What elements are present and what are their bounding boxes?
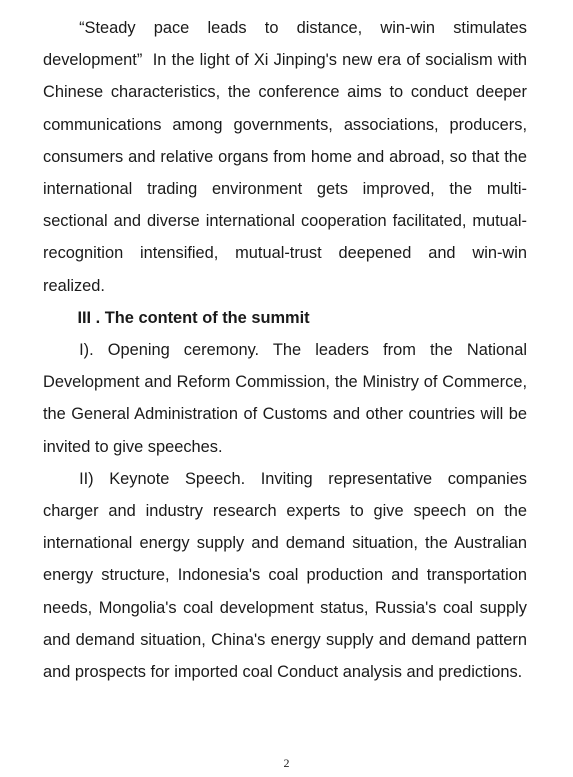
section-heading: III . The content of the summit [77,308,310,327]
page-number: 2 [283,756,290,770]
document-body [43,12,532,688]
opening-ceremony-paragraph: I). Opening ceremony. The leaders from the National Development and Reform Commission, the Ministry of Commerce, the General Administration of Customs and other countries will be invited to give speeches. [43,341,532,456]
intro-paragraph: “Steady pace leads to distance, win-win stimulates development” In the light of Xi Jinping's new era of socialism with Chinese characteristics, the conference aims to conduct deeper communications among governments, associations, producers, consumers and relative organs from home and abroad, so that the international trading environment gets improved, the multi-sectional and diverse international cooperation facilitated, mutual-recognition intensified, mutual-trust deepened and win-win realized. [43,19,532,295]
keynote-speech-paragraph: II) Keynote Speech. Inviting representative companies charger and industry research experts to give speech on the international energy supply and demand situation, the Australian energy structure, Indonesia's coal production and transportation needs, Mongolia's coal development status, Russia's coal supply and demand situation, China's energy supply and demand pattern and prospects for imported coal Conduct analysis and predictions. [43,469,532,682]
